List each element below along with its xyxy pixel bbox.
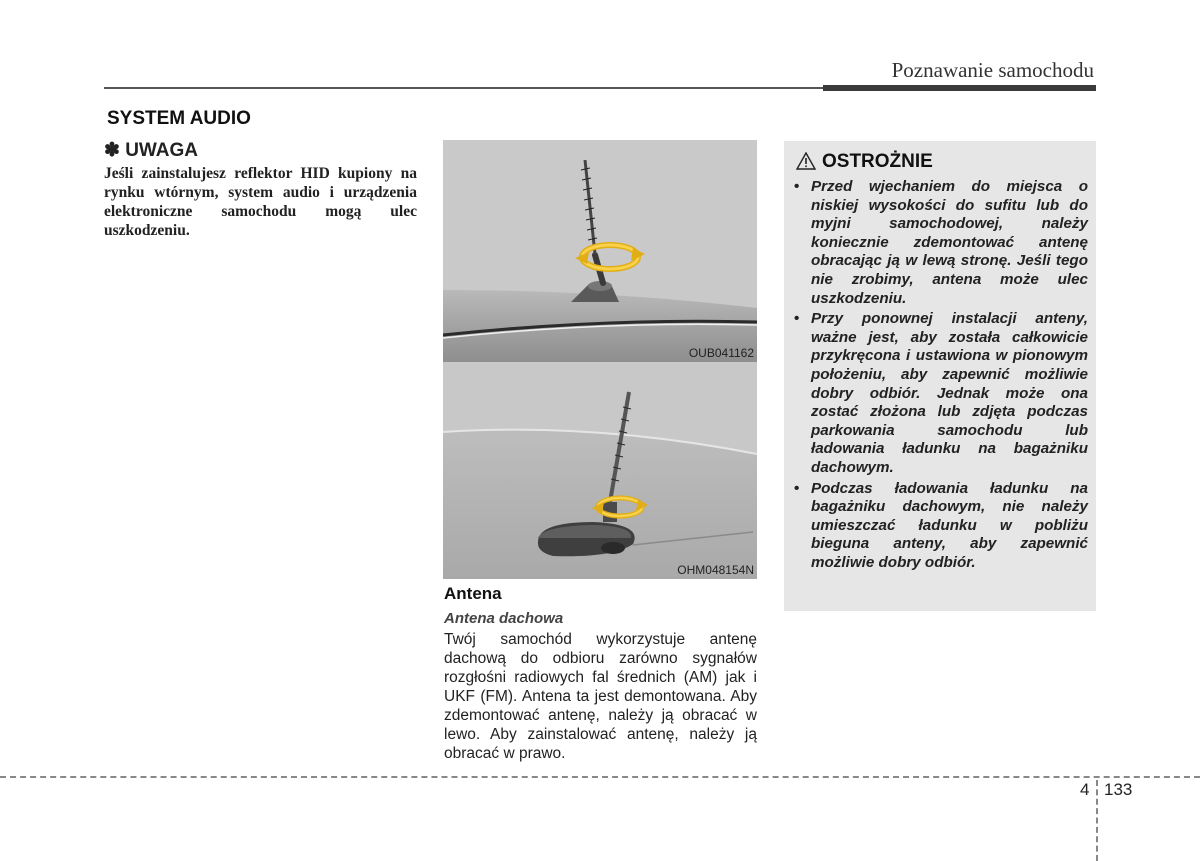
- antenna-title: Antena: [444, 584, 502, 603]
- figure-type-a: [443, 140, 757, 362]
- page-header-title: Poznawanie samochodu: [891, 58, 1094, 82]
- warning-triangle-icon: [796, 152, 816, 176]
- figure-type-b: [443, 362, 757, 579]
- chapter-number: 4: [1080, 780, 1090, 799]
- roof-antenna-b-illustration: [443, 362, 757, 579]
- page-number: 133: [1104, 780, 1133, 799]
- caution-heading: [796, 151, 933, 176]
- figure-code-b: OHM048154N: [677, 563, 754, 577]
- caution-box: [784, 141, 1096, 611]
- antenna-subtitle: Antena dachowa: [444, 610, 564, 627]
- list-item: • Przy ponownej instalacji anteny, ważne jest, aby została całkowicie przykręcona i ustawiona w pionowym położeniu, aby zapewnić możliwie dobry odbiór. Jednak może ona zostać złożona lub zdjęta podczas parkowania samochodu lub ładowania ładunku na bagażniku dachowym.: [792, 310, 1088, 477]
- antenna-body: Twój samochód wykorzystuje antenę dachową do odbioru zarówno sygnałów rozgłośni radiowych fal średnich (AM) jak i UKF (FM). Antena ta jest demontowana. Aby zdemontować antenę, należy ją obracać w lewo. Aby zainstalować antenę, należy ją obracać w prawo.: [444, 631, 757, 762]
- list-item: • Podczas ładowania ładunku na bagażniku dachowym, nie należy umieszczać ładunku w pobliżu bieguna anteny, aby zapewnić możliwie dobry odbiór.: [792, 480, 1088, 573]
- note-body: Jeśli zainstalujesz reflektor HID kupiony na rynku wtórnym, system audio i urządzenia elektroniczne samochodu mogą ulec uszkodzeniu.: [104, 165, 417, 239]
- roof-antenna-a-illustration: [443, 140, 757, 362]
- footer-divider: [0, 776, 1200, 778]
- footer-vertical-divider: [1096, 780, 1098, 861]
- header-rule-accent: [823, 85, 1096, 91]
- list-item: • Przed wjechaniem do miejsca o niskiej wysokości do sufitu lub do myjni samochodowej, należy koniecznie zdemontować antenę obracając ją w lewą stronę. Jeśli tego nie zrobimy, antena może ulec uszkodzeniu.: [792, 178, 1088, 308]
- section-title: SYSTEM AUDIO: [107, 108, 251, 129]
- note-title: ✽ UWAGA: [104, 140, 199, 161]
- figure-code-a: OUB041162: [688, 346, 754, 360]
- caution-list: [792, 178, 1088, 574]
- caution-title: OSTROŻNIE: [822, 151, 933, 172]
